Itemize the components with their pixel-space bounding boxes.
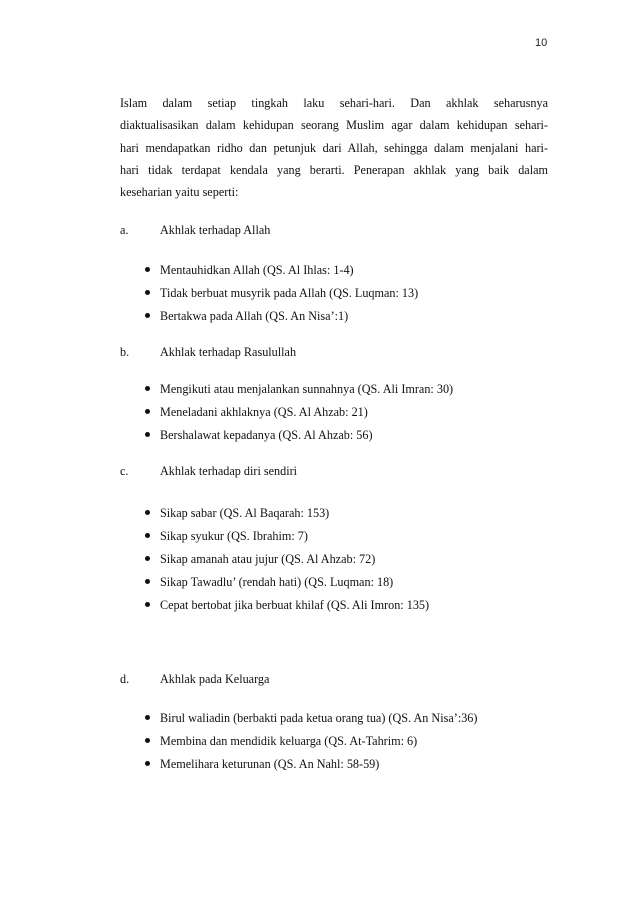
section-letter: d. [120,672,130,686]
list-item-text: Mengikuti atau menjalankan sunnahnya (QS. Ali Imran: 30) [160,382,454,396]
bullet-icon [145,738,150,743]
bullet-icon [145,715,150,720]
intro-paragraph [120,92,548,203]
section-title: Akhlak terhadap Allah [160,223,271,237]
paragraph-line: diaktualisasikan dalam kehidupan seorang Muslim agar dalam kehidupan sehari- [120,118,548,133]
section-title: Akhlak terhadap diri sendiri [160,464,298,478]
bullet-icon [145,386,150,391]
list-item-text: Tidak berbuat musyrik pada Allah (QS. Luqman: 13) [160,286,419,300]
bullet-icon [145,313,150,318]
list-item-text: Birul waliadin (berbakti pada ketua orang tua) (QS. An Nisa’:36) [160,711,478,725]
paragraph-line: hari tidak terdapat kendala yang berarti. Penerapan akhlak yang baik dalam [120,162,548,177]
list-item-text: Bershalawat kepadanya (QS. Al Ahzab: 56) [160,428,373,442]
list-item-text: Membina dan mendidik keluarga (QS. At-Tahrim: 6) [160,734,418,748]
bullet-icon [145,556,150,561]
section-letter: c. [120,464,129,478]
page-number: 10 [535,37,548,49]
list-item-text: Bertakwa pada Allah (QS. An Nisa’:1) [160,309,349,323]
bullet-icon [145,267,150,272]
section-title: Akhlak pada Keluarga [160,672,270,686]
list-item-text: Mentauhidkan Allah (QS. Al Ihlas: 1-4) [160,263,354,277]
bullet-icon [145,432,150,437]
bullet-icon [145,533,150,538]
section-letter: a. [120,223,129,237]
paragraph-line: Islam dalam setiap tingkah laku sehari-hari. Dan akhlak seharusnya [120,96,548,110]
bullet-icon [145,510,150,515]
bullet-icon [145,761,150,766]
list-item-text: Sikap amanah atau jujur (QS. Al Ahzab: 72) [160,552,376,566]
bullet-icon [145,579,150,584]
paragraph-line: hari mendapatkan ridho dan petunjuk dari Allah, sehingga dalam menjalani hari- [120,140,548,155]
section-title: Akhlak terhadap Rasulullah [160,345,297,359]
list-item-text: Sikap sabar (QS. Al Baqarah: 153) [160,506,330,520]
bullet-icon [145,409,150,414]
list-item-text: Sikap Tawadlu’ (rendah hati) (QS. Luqman: 18) [160,575,394,589]
section-letter: b. [120,345,130,359]
list-item-text: Sikap syukur (QS. Ibrahim: 7) [160,529,308,543]
list-item-text: Memelihara keturunan (QS. An Nahl: 58-59) [160,757,380,771]
bullet-icon [145,602,150,607]
list-item-text: Meneladani akhlaknya (QS. Al Ahzab: 21) [160,405,368,419]
list-item-text: Cepat bertobat jika berbuat khilaf (QS. Ali Imron: 135) [160,598,430,612]
paragraph-line: keseharian yaitu seperti: [120,185,239,200]
bullet-icon [145,290,150,295]
